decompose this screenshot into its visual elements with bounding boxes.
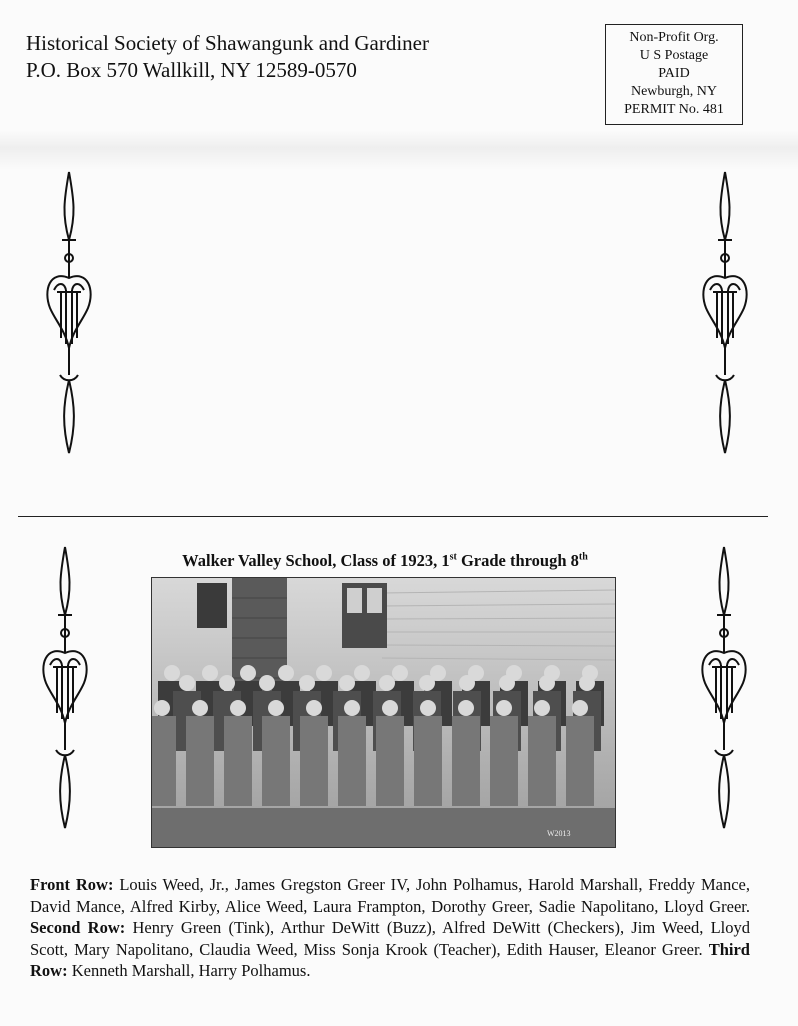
caption-text: Walker Valley School, Class of 1923, 1: [182, 551, 450, 570]
lyre-ornament-icon: [36, 545, 94, 830]
class-photo: [151, 577, 616, 848]
caption-superscript-th: th: [578, 551, 588, 563]
lyre-ornament-icon: [696, 170, 754, 455]
lyre-ornament-icon: [40, 170, 98, 455]
postage-line-1: Non-Profit Org.: [629, 30, 719, 45]
photo-stamp: W2013: [547, 829, 571, 838]
caption-superscript-st: st: [449, 551, 457, 563]
postage-line-4: Newburgh, NY: [630, 84, 718, 99]
postage-line-5: PERMIT No. 481: [624, 102, 724, 117]
return-address-line-1: Historical Society of Shawangunk and Gardiner: [26, 31, 429, 55]
lyre-ornament-icon: [695, 545, 753, 830]
section-divider: [18, 516, 768, 517]
third-row-names: Kenneth Marshall, Harry Polhamus.: [67, 961, 311, 980]
postage-line-2: U S Postage: [639, 48, 709, 63]
postage-indicia: [605, 24, 743, 125]
names-paragraph: [30, 874, 750, 982]
front-row-names: Louis Weed, Jr., James Gregston Greer IV, John Polhamus, Harold Marshall, Freddy Mance, David Mance, Alfred Kirby, Alice Weed, Laura Frampton, Dorothy Greer, Sadie Napolitano, Lloyd Greer.: [30, 875, 750, 916]
third-row-label: Third Row:: [30, 939, 750, 980]
front-row-label: Front Row:: [30, 875, 114, 894]
second-row-label: Second Row:: [30, 918, 126, 937]
postage-line-3: PAID: [658, 66, 690, 81]
return-address: [26, 30, 429, 84]
second-row-names: Henry Green (Tink), Arthur DeWitt (Buzz), Alfred DeWitt (Checkers), Jim Weed, Lloyd Scott, Mary Napolitano, Claudia Weed, Miss Sonja Krook (Teacher), Edith Hauser, Eleanor Greer.: [30, 918, 750, 959]
photo-caption: [150, 551, 620, 571]
return-address-line-2: P.O. Box 570 Wallkill, NY 12589-0570: [26, 58, 357, 82]
caption-text-middle: Grade through 8: [456, 551, 579, 570]
scan-shadow: [0, 130, 798, 170]
class-photo-image: [152, 578, 616, 848]
